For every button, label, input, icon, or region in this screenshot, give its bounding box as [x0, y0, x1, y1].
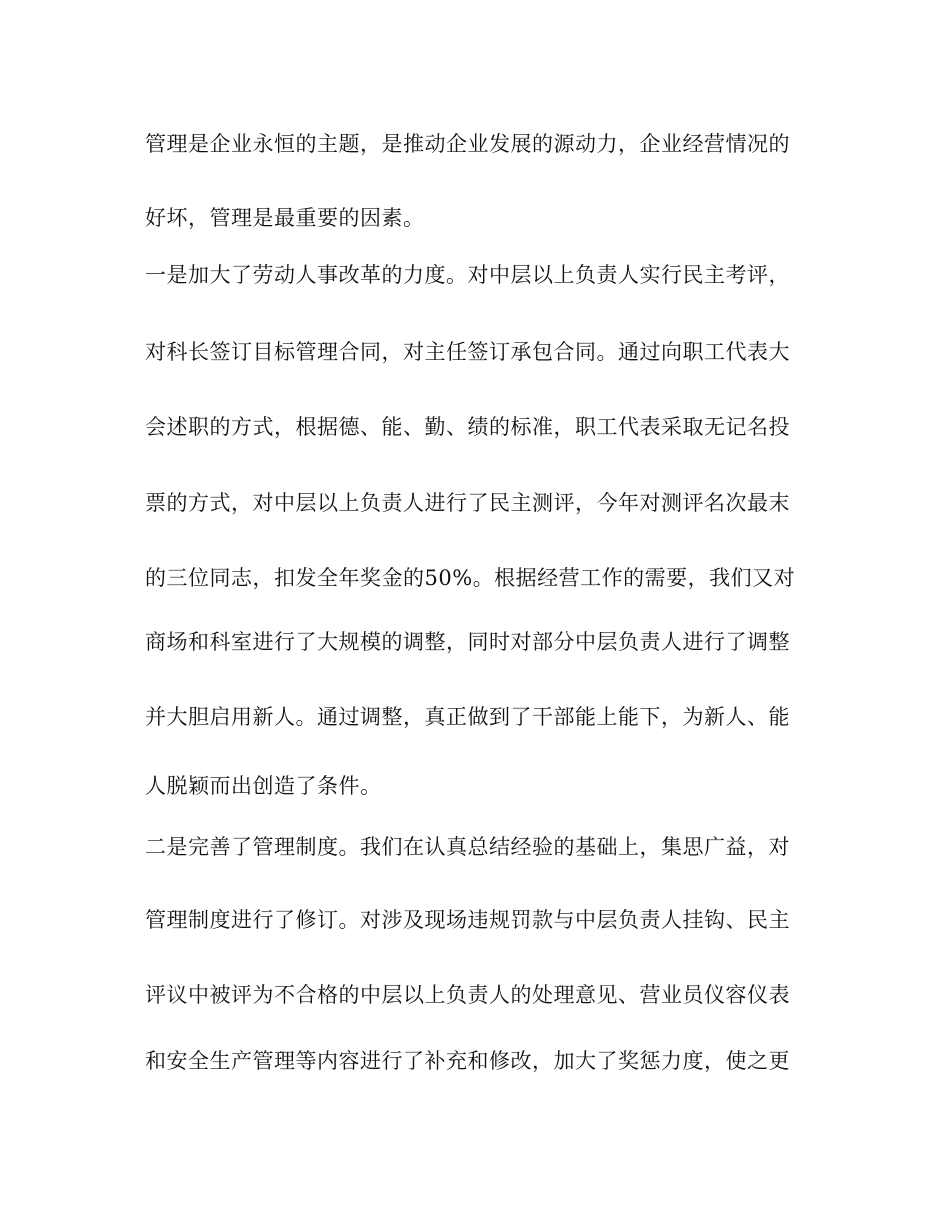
text-line: 的三位同志，扣发全年奖金的50%。根据经营工作的需要，我们又对	[145, 566, 796, 590]
text-line: 好坏，管理是最重要的因素。	[145, 206, 425, 230]
text-line: 管理制度进行了修订。对涉及现场违规罚款与中层负责人挂钩、民主	[145, 908, 790, 932]
text-line: 管理是企业永恒的主题，是推动企业发展的源动力，企业经营情况的	[145, 132, 790, 156]
text-line: 票的方式，对中层以上负责人进行了民主测评，今年对测评名次最末	[145, 491, 790, 515]
text-line: 商场和科室进行了大规模的调整，同时对部分中层负责人进行了调整	[145, 630, 790, 654]
text-line: 对科长签订目标管理合同，对主任签订承包合同。通过向职工代表大	[145, 340, 790, 364]
text-line: 会述职的方式，根据德、能、勤、绩的标准，职工代表采取无记名投	[145, 415, 790, 439]
text-line: 人脱颖而出创造了条件。	[145, 774, 382, 798]
text-line: 和安全生产管理等内容进行了补充和修改，加大了奖惩力度，使之更	[145, 1049, 790, 1073]
text-line: 二是完善了管理制度。我们在认真总结经验的基础上，集思广益，对	[145, 835, 790, 859]
text-line: 一是加大了劳动人事改革的力度。对中层以上负责人实行民主考评，	[145, 263, 790, 287]
text-line: 评议中被评为不合格的中层以上负责人的处理意见、营业员仪容仪表	[145, 983, 790, 1007]
text-line: 并大胆启用新人。通过调整，真正做到了干部能上能下，为新人、能	[145, 705, 790, 729]
